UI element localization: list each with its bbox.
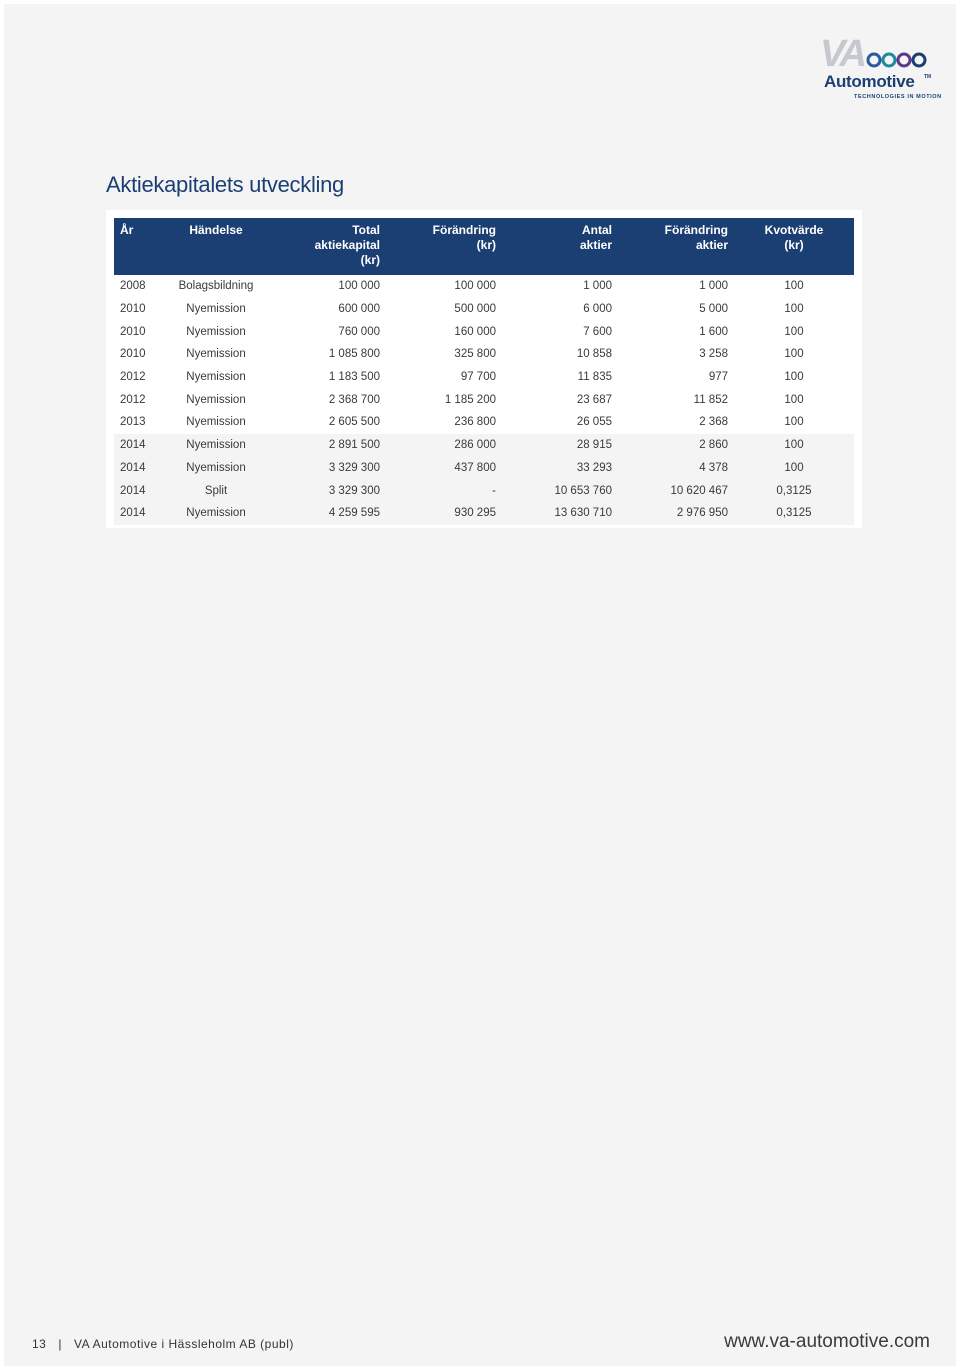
table-row (114, 298, 854, 321)
cell-total-capital: 3 329 300 (266, 479, 386, 502)
table-body (114, 275, 854, 525)
logo-tagline: TECHNOLOGIES IN MOTION (854, 94, 942, 100)
cell-event: Nyemission (186, 348, 246, 361)
cell-event: Nyemission (186, 416, 246, 429)
cell-quota-value: 100 (784, 325, 804, 338)
cell-capital-change: 286 000 (386, 434, 502, 457)
cell-share-count: 10 653 760 (502, 479, 618, 502)
cell-quota-value: 0,3125 (734, 502, 854, 525)
cell-year: 2013 (120, 416, 146, 429)
cell-capital-change: 325 800 (454, 348, 496, 361)
header-capital-change: Förändring (kr) (432, 223, 496, 252)
cell-year: 2012 (120, 393, 146, 406)
cell-quota-value: 100 (784, 416, 804, 429)
table-row (114, 275, 854, 298)
table-row (114, 366, 854, 389)
cell-event: Nyemission (166, 457, 266, 480)
table-row (114, 457, 854, 480)
cell-capital-change: 100 000 (454, 280, 496, 293)
website-link[interactable]: www.va-automotive.com (724, 1331, 930, 1352)
cell-share-count: 1 000 (583, 280, 612, 293)
cell-capital-change: 930 295 (386, 502, 502, 525)
cell-total-capital: 3 329 300 (266, 457, 386, 480)
cell-share-count: 7 600 (583, 325, 612, 338)
footer-left (32, 1337, 294, 1351)
cell-event: Nyemission (186, 371, 246, 384)
footer-separator: | (58, 1337, 62, 1351)
table-row (114, 343, 854, 366)
cell-share-count: 11 835 (577, 371, 612, 384)
cell-total-capital: 760 000 (338, 325, 380, 338)
logo-mark: VA (820, 33, 864, 75)
cell-share-change: 10 620 467 (618, 479, 734, 502)
header-total-capital: Total aktiekapital (kr) (314, 223, 380, 267)
table-row (114, 502, 854, 525)
page (4, 4, 956, 1366)
cell-quota-value: 100 (734, 457, 854, 480)
cell-share-change: 11 852 (693, 393, 728, 406)
cell-total-capital: 2 891 500 (266, 434, 386, 457)
cell-year: 2014 (114, 502, 166, 525)
cell-event: Nyemission (166, 434, 266, 457)
cell-quota-value: 100 (784, 303, 804, 316)
company-logo (820, 33, 942, 104)
header-year: År (120, 223, 134, 237)
table-row (114, 320, 854, 343)
cell-capital-change: 437 800 (386, 457, 502, 480)
page-number: 13 (32, 1337, 47, 1351)
cell-share-count: 23 687 (576, 393, 612, 406)
logo-rings-icon (866, 52, 928, 68)
logo-trademark: TM (924, 74, 932, 80)
cell-capital-change: 236 800 (454, 416, 496, 429)
cell-share-change: 2 976 950 (618, 502, 734, 525)
cell-capital-change: 160 000 (454, 325, 496, 338)
cell-share-change: 1 600 (699, 325, 728, 338)
table-row (114, 434, 854, 457)
cell-share-change: 3 258 (699, 348, 728, 361)
cell-quota-value: 100 (784, 371, 804, 384)
cell-total-capital: 2 368 700 (328, 393, 380, 406)
cell-quota-value: 0,3125 (734, 479, 854, 502)
logo-wordmark: Automotive (824, 72, 915, 91)
cell-share-change: 5 000 (699, 303, 728, 316)
page-title: Aktiekapitalets utveckling (106, 172, 344, 197)
cell-quota-value: 100 (784, 393, 804, 406)
cell-total-capital: 4 259 595 (266, 502, 386, 525)
cell-share-count: 6 000 (583, 303, 612, 316)
cell-share-count: 10 858 (576, 348, 612, 361)
cell-quota-value: 100 (784, 280, 804, 293)
cell-share-change: 2 860 (618, 434, 734, 457)
cell-capital-change: - (386, 479, 502, 502)
cell-share-count: 33 293 (502, 457, 618, 480)
cell-year: 2010 (120, 303, 146, 316)
cell-capital-change: 500 000 (454, 303, 496, 316)
cell-event: Bolagsbildning (178, 280, 254, 293)
header-quota-value: Kvotvärde (kr) (764, 223, 824, 252)
cell-share-change: 977 (708, 371, 728, 384)
header-share-change: Förändring aktier (664, 223, 728, 252)
cell-share-change: 2 368 (699, 416, 728, 429)
table-row (114, 411, 854, 434)
cell-event: Split (166, 479, 266, 502)
header-event: Händelse (189, 223, 243, 237)
cell-year: 2010 (120, 348, 146, 361)
cell-year: 2008 (120, 280, 146, 293)
cell-event: Nyemission (186, 393, 246, 406)
cell-share-change: 1 000 (699, 280, 728, 293)
table-row (114, 388, 854, 411)
cell-share-change: 4 378 (618, 457, 734, 480)
cell-share-count: 28 915 (502, 434, 618, 457)
cell-total-capital: 1 085 800 (328, 348, 380, 361)
cell-year: 2010 (120, 325, 146, 338)
cell-year: 2014 (114, 479, 166, 502)
table-row (114, 479, 854, 502)
cell-event: Nyemission (166, 502, 266, 525)
cell-capital-change: 97 700 (460, 371, 496, 384)
cell-total-capital: 100 000 (338, 280, 380, 293)
table-header-row (114, 218, 854, 275)
share-capital-table-panel (106, 210, 862, 528)
share-capital-table (114, 218, 854, 525)
header-share-count: Antal aktier (579, 223, 612, 252)
company-name: VA Automotive i Hässleholm AB (publ) (73, 1337, 294, 1351)
cell-event: Nyemission (186, 303, 246, 316)
cell-quota-value: 100 (734, 434, 854, 457)
cell-total-capital: 2 605 500 (328, 416, 380, 429)
cell-year: 2014 (114, 457, 166, 480)
cell-share-count: 26 055 (576, 416, 612, 429)
cell-event: Nyemission (186, 325, 246, 338)
cell-share-count: 13 630 710 (502, 502, 618, 525)
cell-total-capital: 1 183 500 (328, 371, 380, 384)
cell-quota-value: 100 (784, 348, 804, 361)
cell-year: 2012 (120, 371, 146, 384)
cell-year: 2014 (114, 434, 166, 457)
cell-total-capital: 600 000 (338, 303, 380, 316)
cell-capital-change: 1 185 200 (444, 393, 496, 406)
